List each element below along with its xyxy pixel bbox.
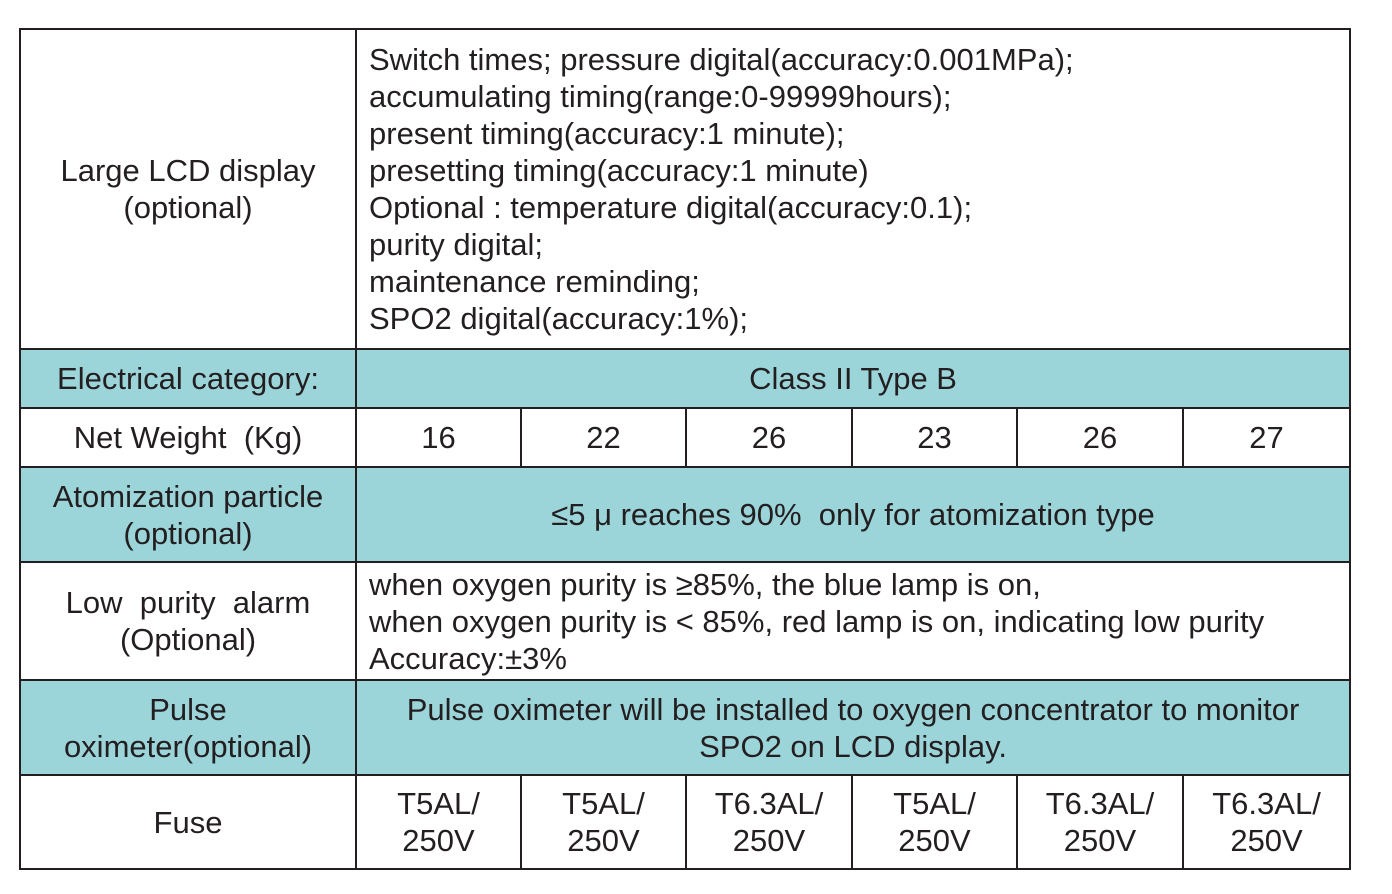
lcd-line: Optional : temperature digital(accuracy:0.1); — [369, 190, 973, 225]
lcd-line: accumulating timing(range:0-99999hours); — [369, 79, 952, 114]
purity-alarm-line: when oxygen purity is ≥85%, the blue lamp is on, — [369, 566, 1041, 602]
row-electrical-category — [20, 349, 1350, 408]
fuse-value — [1183, 775, 1350, 869]
fuse-label: Fuse — [20, 775, 356, 869]
purity-alarm-value — [356, 562, 1350, 680]
oximeter-label — [20, 680, 356, 775]
row-fuse — [20, 775, 1350, 869]
oximeter-line: SPO2 on LCD display. — [699, 728, 1007, 764]
lcd-value — [356, 29, 1350, 349]
fuse-line: 250V — [732, 823, 806, 858]
electrical-value: Class II Type B — [356, 349, 1350, 408]
purity-alarm-label-line: Low purity alarm — [65, 585, 311, 620]
row-pulse-oximeter — [20, 680, 1350, 775]
purity-alarm-label-line: (Optional) — [119, 622, 257, 657]
fuse-line: T5AL/ — [893, 786, 976, 821]
lcd-line: purity digital; — [369, 227, 544, 262]
lcd-line: Switch times; pressure digital(accuracy:0.001MPa); — [369, 42, 1074, 77]
oximeter-line: Pulse oximeter will be installed to oxygen concentrator to monitor — [406, 691, 1300, 727]
lcd-line: presetting timing(accuracy:1 minute) — [369, 153, 869, 188]
fuse-line: 250V — [567, 823, 640, 858]
oximeter-label-line: Pulse — [149, 691, 227, 727]
electrical-label: Electrical category: — [20, 349, 356, 408]
purity-alarm-line: when oxygen purity is < 85%, red lamp is on, indicating low purity — [369, 603, 1265, 639]
fuse-value — [852, 775, 1017, 869]
weight-value: 26 — [686, 408, 852, 467]
lcd-label-line: Large LCD display — [60, 153, 316, 188]
fuse-value — [686, 775, 852, 869]
lcd-line: maintenance reminding; — [369, 264, 700, 299]
atomization-label — [20, 467, 356, 562]
lcd-line: present timing(accuracy:1 minute); — [369, 116, 845, 151]
row-net-weight — [20, 408, 1350, 467]
fuse-line: 250V — [898, 823, 971, 858]
atomization-value: ≤5 μ reaches 90% only for atomization type — [356, 467, 1350, 562]
weight-value: 23 — [852, 408, 1017, 467]
weight-value: 27 — [1183, 408, 1350, 467]
purity-alarm-line: Accuracy:±3% — [369, 640, 567, 676]
oximeter-label-line: oximeter(optional) — [63, 728, 313, 764]
lcd-line: SPO2 digital(accuracy:1%); — [369, 301, 749, 336]
row-atomization-particle — [20, 467, 1350, 562]
fuse-line: 250V — [402, 823, 475, 858]
fuse-value — [1017, 775, 1183, 869]
fuse-line: T5AL/ — [397, 786, 480, 821]
fuse-value — [521, 775, 686, 869]
atomization-label-line: (optional) — [123, 515, 253, 551]
weight-value: 26 — [1017, 408, 1183, 467]
weight-label: Net Weight (Kg) — [20, 408, 356, 467]
fuse-line: T5AL/ — [562, 786, 645, 821]
atomization-label-line: Atomization particle — [52, 478, 324, 514]
row-lcd-display — [20, 29, 1350, 349]
fuse-line: 250V — [1230, 823, 1303, 858]
fuse-value — [356, 775, 521, 869]
fuse-line: T6.3AL/ — [1212, 786, 1321, 821]
weight-value: 22 — [521, 408, 686, 467]
lcd-label — [20, 29, 356, 349]
oximeter-value — [356, 680, 1350, 775]
row-low-purity-alarm — [20, 562, 1350, 680]
lcd-label-line: (optional) — [123, 190, 253, 225]
spec-table — [19, 28, 1351, 870]
fuse-line: 250V — [1063, 823, 1137, 858]
weight-value: 16 — [356, 408, 521, 467]
fuse-line: T6.3AL/ — [714, 786, 824, 821]
fuse-line: T6.3AL/ — [1045, 786, 1155, 821]
purity-alarm-label — [20, 562, 356, 680]
